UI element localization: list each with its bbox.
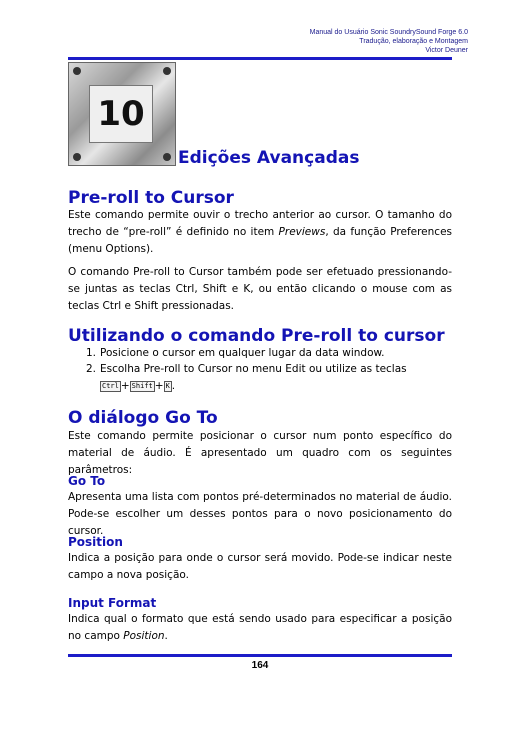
chapter-title: Edições Avançadas [178,148,360,168]
heading-preroll: Pre-roll to Cursor [68,188,234,208]
preroll-paragraph-1: Este comando permite ouvir o trecho anterior ao cursor. O tamanho do trecho de “pre-roll” é definido no item Previews, da função Preferences (menu Options). [68,209,453,255]
header-line-1: Manual do Usuário Sonic SoundrySound Forge 6.0 [309,29,468,36]
bolt-icon [163,153,171,161]
chapter-badge [68,62,176,166]
key-k-icon: K [165,381,170,390]
bolt-icon [73,67,81,75]
key-shift-icon: Shift [131,381,153,390]
footer-rule [68,654,452,657]
chapter-number: 10 [89,85,153,143]
subheading-input-format: Input Format [68,596,157,610]
page-number: 164 [251,660,269,671]
list-item: 2. Escolha Pre-roll to Cursor no menu Edit ou utilize as teclas Ctrl + Shift + K . [86,363,407,392]
key-ctrl-icon: Ctrl [102,381,119,390]
preroll-paragraph-2: O comando Pre-roll to Cursor também pode ser efetuado pressionando-se juntas as teclas Ctrl, Shift e K, ou então clicando o mouse com as teclas Ctrl e Shift pressionadas. [68,266,452,312]
subheading-goto: Go To [68,474,106,488]
subheading-position: Position [68,535,123,549]
bolt-icon [73,153,81,161]
heading-using: Utilizando o comando Pre-roll to cursor [68,326,445,346]
goto-paragraph: Este comando permite posicionar o cursor num ponto específico do material de áudio. É apresentado um quadro com os seguintes parâmetros: [68,430,452,476]
input-format-description: Indica qual o formato que está sendo usado para especificar a posição no campo Position. [68,613,452,642]
position-description: Indica a posição para onde o cursor será movido. Pode-se indicar neste campo a nova posição. [68,552,452,581]
running-header [310,28,468,55]
header-line-3: Victor Deuner [425,47,468,54]
list-item: 1. Posicione o cursor em qualquer lugar da data window. [86,347,385,359]
bolt-icon [163,67,171,75]
header-rule [68,57,452,60]
heading-goto: O diálogo Go To [68,408,218,428]
goto-description: Apresenta uma lista com pontos pré-determinados no material de áudio. Pode-se escolher um desses pontos para o novo posicionamento do cursor. [68,491,452,537]
header-line-2: Tradução, elaboração e Montagem [359,38,468,45]
